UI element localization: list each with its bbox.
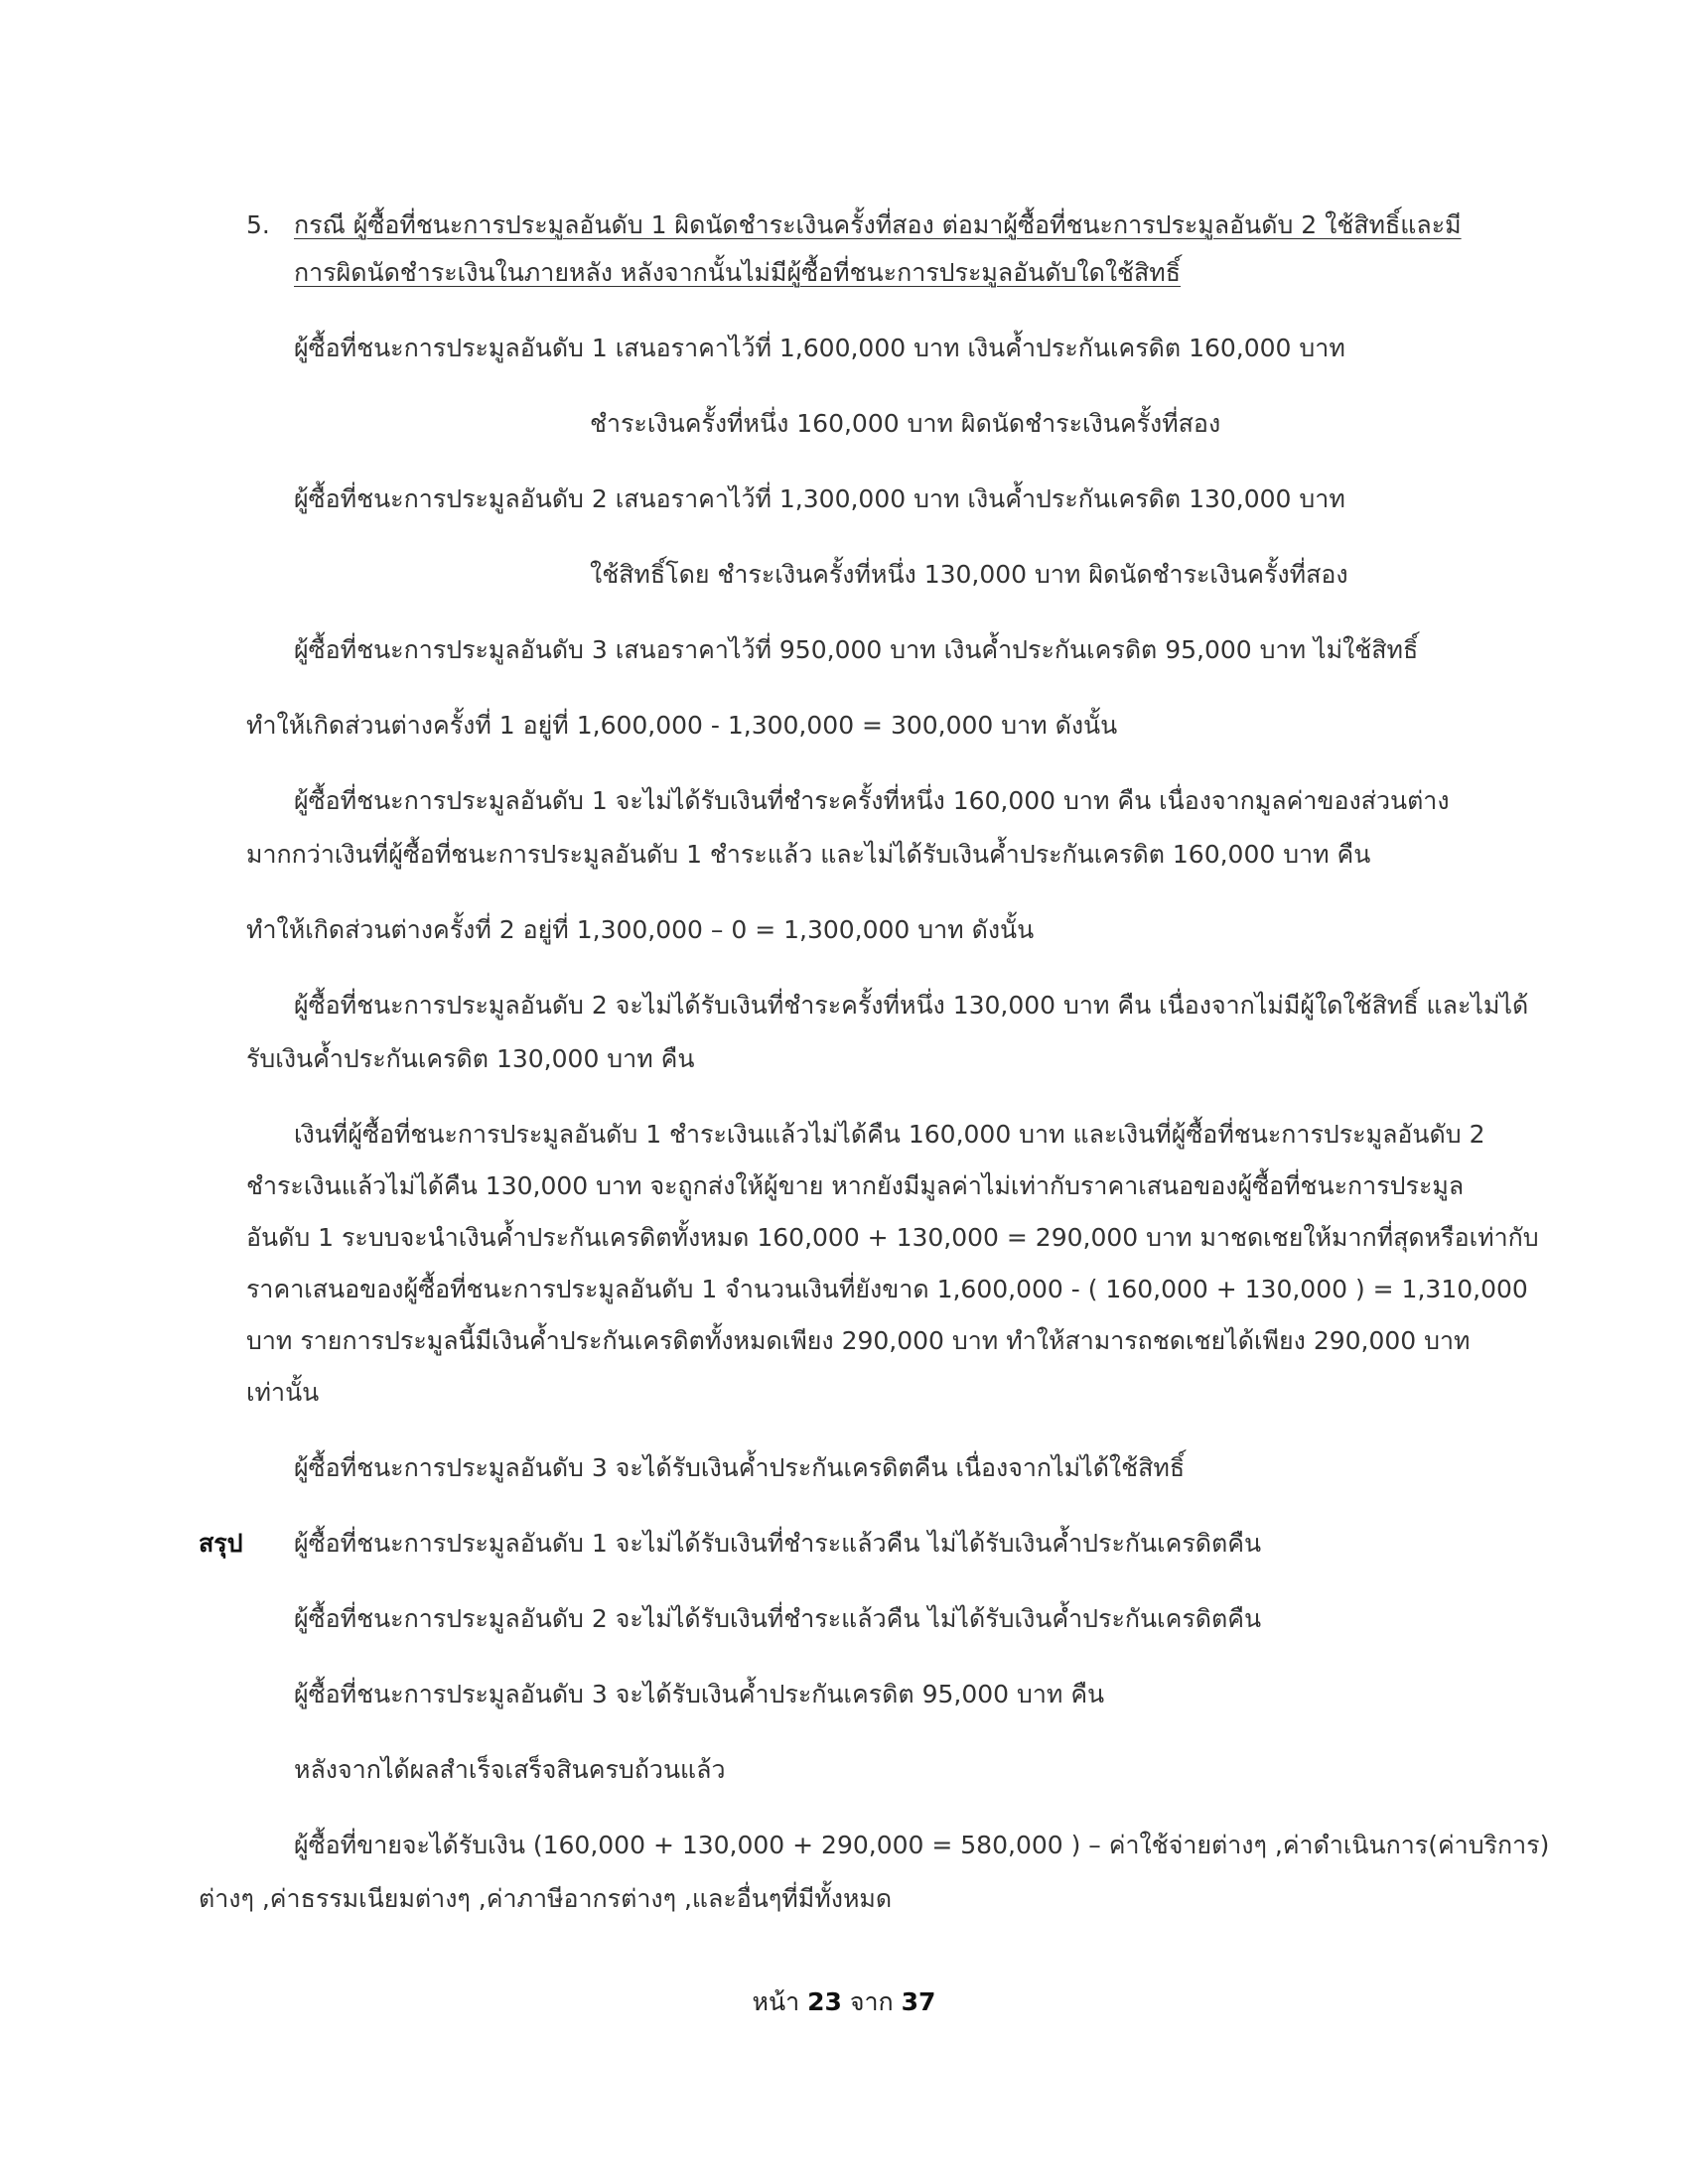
difference-1-paragraph-line-2: มากกว่าเงินที่ผู้ซื้อที่ชนะการประมูลอันดับ 1 ชำระแล้ว และไม่ได้รับเงินค้ำประกันเครดิต 160,000 บาท คืน <box>246 840 1371 869</box>
bidder-2-offer: ผู้ซื้อที่ชนะการประมูลอันดับ 2 เสนอราคาไว้ที่ 1,300,000 บาท เงินค้ำประกันเครดิต 130,000 บาท <box>294 484 1345 513</box>
summary-line-3: ผู้ซื้อที่ชนะการประมูลอันดับ 3 จะได้รับเงินค้ำประกันเครดิต 95,000 บาท คืน <box>294 1680 1105 1708</box>
item-heading-line-2: การผิดนัดชำระเงินในภายหลัง หลังจากนั้นไม่มีผู้ซื้อที่ชนะการประมูลอันดับใดใช้สิทธิ์ <box>294 258 1182 287</box>
item-number: 5. <box>246 210 270 239</box>
summary-line-1: ผู้ซื้อที่ชนะการประมูลอันดับ 1 จะไม่ได้รับเงินที่ชำระแล้วคืน ไม่ได้รับเงินค้ำประกันเครดิตคืน <box>294 1529 1262 1558</box>
summary-line-2: ผู้ซื้อที่ชนะการประมูลอันดับ 2 จะไม่ได้รับเงินที่ชำระแล้วคืน ไม่ได้รับเงินค้ำประกันเครดิตคืน <box>294 1604 1262 1633</box>
difference-1-line: ทำให้เกิดส่วนต่างครั้งที่ 1 อยู่ที่ 1,600,000 - 1,300,000 = 300,000 บาท ดังนั้น <box>246 711 1118 740</box>
bidder-3-note: ผู้ซื้อที่ชนะการประมูลอันดับ 3 จะได้รับเงินค้ำประกันเครดิตคืน เนื่องจากไม่ได้ใช้สิทธิ์ <box>294 1453 1186 1482</box>
summary-label: สรุป <box>199 1529 243 1558</box>
difference-2-paragraph-line-1: ผู้ซื้อที่ชนะการประมูลอันดับ 2 จะไม่ได้รับเงินที่ชำระครั้งที่หนึ่ง 130,000 บาท คืน เนื่องจากไม่มีผู้ใดใช้สิทธิ์ และไม่ได้ <box>294 991 1529 1020</box>
footer-of-word: จาก <box>849 1987 894 2016</box>
seller-line-1: ผู้ซื้อที่ขายจะได้รับเงิน (160,000 + 130,000 + 290,000 = 580,000 ) – ค่าใช้จ่ายต่างๆ ,ค่าดำเนินการ(ค่าบริการ) <box>294 1831 1550 1859</box>
compensation-line-3: อันดับ 1 ระบบจะนำเงินค้ำประกันเครดิตทั้งหมด 160,000 + 130,000 = 290,000 บาท มาชดเชยให้มากที่สุดหรือเท่ากับ <box>246 1223 1539 1252</box>
bidder-1-payment: ชำระเงินครั้งที่หนึ่ง 160,000 บาท ผิดนัดชำระเงินครั้งที่สอง <box>590 409 1221 438</box>
bidder-3-offer: ผู้ซื้อที่ชนะการประมูลอันดับ 3 เสนอราคาไว้ที่ 950,000 บาท เงินค้ำประกันเครดิต 95,000 บาท ไม่ใช้สิทธิ์ <box>294 635 1419 664</box>
compensation-line-6: เท่านั้น <box>246 1378 320 1407</box>
seller-line-2: ต่างๆ ,ค่าธรรมเนียมต่างๆ ,ค่าภาษีอากรต่างๆ ,และอื่นๆที่มีทั้งหมด <box>199 1884 893 1913</box>
bidder-2-payment: ใช้สิทธิ์โดย ชำระเงินครั้งที่หนึ่ง 130,000 บาท ผิดนัดชำระเงินครั้งที่สอง <box>590 560 1348 589</box>
difference-2-line: ทำให้เกิดส่วนต่างครั้งที่ 2 อยู่ที่ 1,300,000 – 0 = 1,300,000 บาท ดังนั้น <box>246 915 1035 944</box>
difference-1-paragraph-line-1: ผู้ซื้อที่ชนะการประมูลอันดับ 1 จะไม่ได้รับเงินที่ชำระครั้งที่หนึ่ง 160,000 บาท คืน เนื่องจากมูลค่าของส่วนต่าง <box>294 786 1450 815</box>
footer-page-word: หน้า <box>752 1987 800 2016</box>
compensation-line-5: บาท รายการประมูลนี้มีเงินค้ำประกันเครดิตทั้งหมดเพียง 290,000 บาท ทำให้สามารถชดเชยได้เพียง 290,000 บาท <box>246 1326 1471 1355</box>
bidder-1-offer: ผู้ซื้อที่ชนะการประมูลอันดับ 1 เสนอราคาไว้ที่ 1,600,000 บาท เงินค้ำประกันเครดิต 160,000 บาท <box>294 334 1345 362</box>
compensation-line-1: เงินที่ผู้ซื้อที่ชนะการประมูลอันดับ 1 ชำระเงินแล้วไม่ได้คืน 160,000 บาท และเงินที่ผู้ซื้อที่ชนะการประมูลอันดับ 2 <box>294 1120 1485 1149</box>
item-heading-line-1: กรณี ผู้ซื้อที่ชนะการประมูลอันดับ 1 ผิดนัดชำระเงินครั้งที่สอง ต่อมาผู้ซื้อที่ชนะการประมูลอันดับ 2 ใช้สิทธิ์และมี <box>294 210 1462 239</box>
page-footer <box>0 1985 1688 2019</box>
compensation-line-2: ชำระเงินแล้วไม่ได้คืน 130,000 บาท จะถูกส่งให้ผู้ขาย หากยังมีมูลค่าไม่เท่ากับราคาเสนอของผู้ซื้อที่ชนะการประมูล <box>246 1171 1465 1200</box>
summary-line-4: หลังจากได้ผลสำเร็จเสร็จสินครบถ้วนแล้ว <box>294 1755 726 1784</box>
footer-page-total: 37 <box>901 1987 936 2016</box>
footer-page-current: 23 <box>807 1987 842 2016</box>
compensation-line-4: ราคาเสนอของผู้ซื้อที่ชนะการประมูลอันดับ 1 จำนวนเงินที่ยังขาด 1,600,000 - ( 160,000 + 130,000 ) = 1,310,000 <box>246 1275 1528 1303</box>
difference-2-paragraph-line-2: รับเงินค้ำประกันเครดิต 130,000 บาท คืน <box>246 1044 695 1073</box>
